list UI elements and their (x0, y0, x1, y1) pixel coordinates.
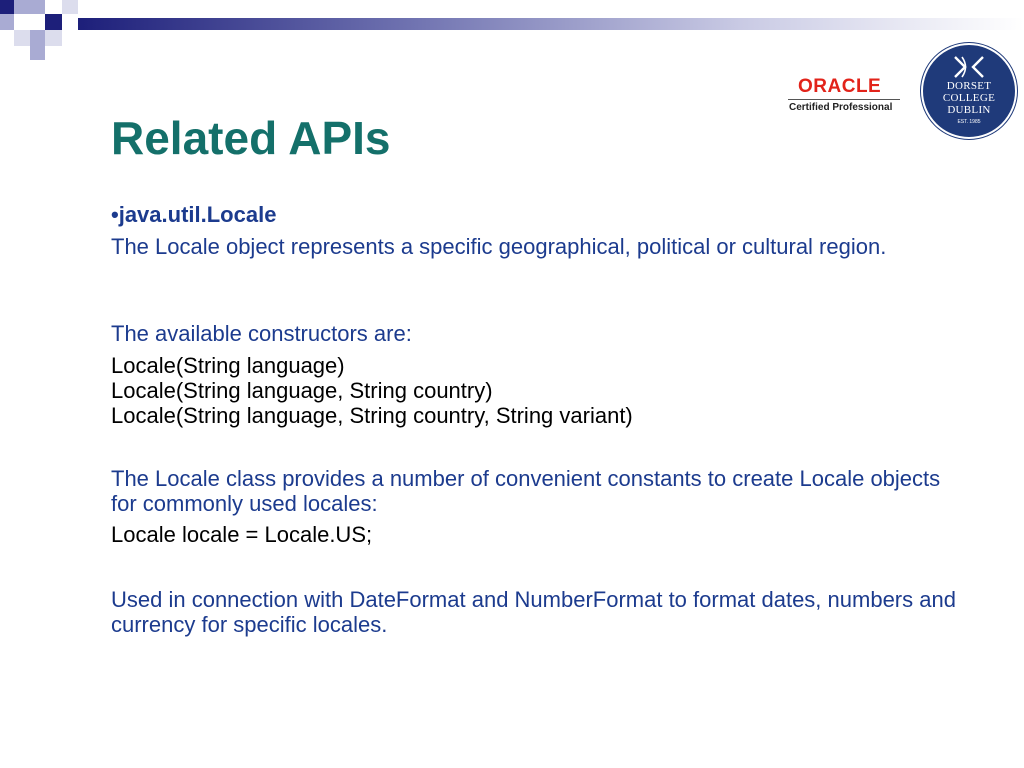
header-gradient-bar (78, 18, 1024, 30)
dorset-logo-line: DORSET (946, 80, 992, 92)
constructors-intro: The available constructors are: (111, 321, 412, 346)
dorset-college-logo (921, 43, 1017, 139)
decor-square (14, 30, 30, 46)
decor-square (45, 30, 62, 46)
locale-description: The Locale object represents a specific geographical, political or cultural region. (111, 234, 887, 259)
constructor-line: Locale(String language) (111, 353, 345, 378)
decor-square (45, 14, 62, 30)
section-heading: •java.util.Locale (111, 202, 277, 227)
oracle-logo-rule (788, 99, 900, 100)
constants-description: The Locale class provides a number of convenient constants to create Locale objects for commonly used locales: (111, 466, 941, 516)
oracle-logo-subtitle: Certified Professional (789, 102, 893, 113)
dorset-logo-line: DUBLIN (947, 104, 991, 116)
decor-square (0, 14, 14, 30)
decor-square (0, 0, 14, 14)
decor-square (62, 0, 78, 14)
dorset-logo-line: COLLEGE (942, 92, 996, 104)
dorset-emblem-icon (953, 55, 985, 79)
slide-title: Related APIs (111, 112, 391, 164)
example-code: Locale locale = Locale.US; (111, 522, 373, 547)
oracle-wordmark: ORACLE (798, 76, 882, 97)
decor-square (30, 0, 45, 14)
decor-square (30, 46, 45, 60)
oracle-certified-logo (786, 74, 904, 118)
usage-description: Used in connection with DateFormat and NumberFormat to format dates, numbers and currency for specific locales. (111, 587, 956, 637)
dorset-logo-est: EST. 1985 (957, 119, 981, 125)
constructor-line: Locale(String language, String country) (111, 378, 493, 403)
constructor-line: Locale(String language, String country, String variant) (111, 403, 633, 428)
decor-square (30, 30, 45, 46)
decor-square (14, 0, 30, 14)
